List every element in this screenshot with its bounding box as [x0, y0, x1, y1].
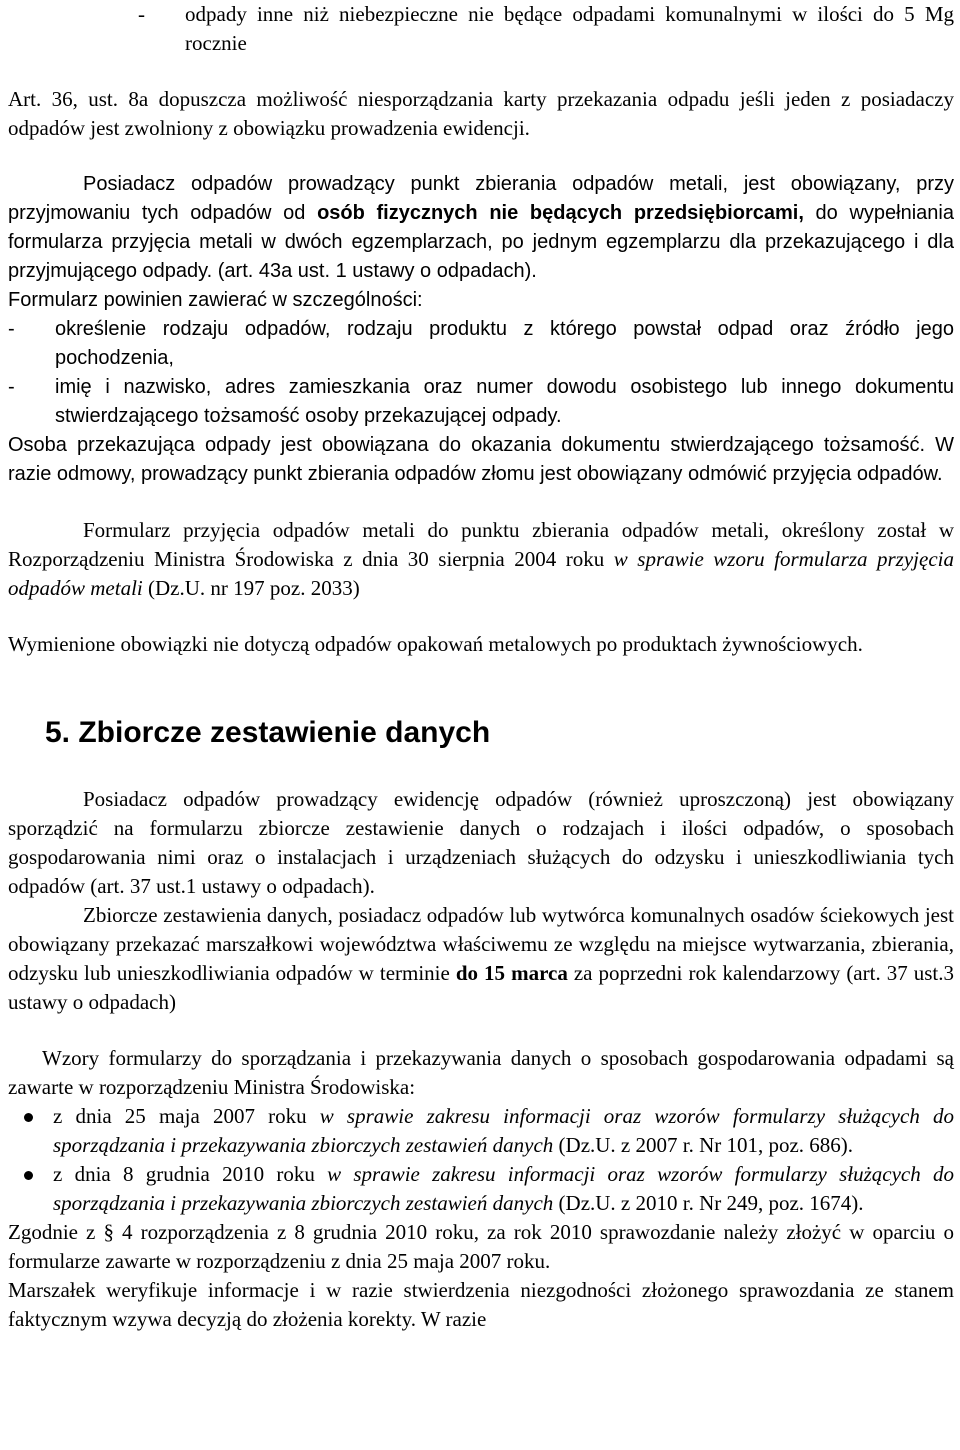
- dash-marker: -: [8, 376, 15, 398]
- paragraph-verification: Marszałek weryfikuje informacje i w razie stwierdzenia niezgodności złożonego sprawozdania ze stanem faktycznym wzywa decyzją do złożenia korekty. W razie: [8, 1278, 954, 1331]
- list-item: [8, 373, 954, 431]
- text-run-italic: w sprawie zakresu informacji oraz wzorów formularzy służących do sporządzania i przekazywania zbiorczych zestawień danych: [53, 1162, 954, 1215]
- paragraph-templates: Wzory formularzy do sporządzania i przekazywania danych o sposobach gospodarowania odpadami są zawarte w rozporządzeniu Ministra Środowiska:: [8, 1046, 954, 1099]
- text-run-italic: w sprawie wzoru formularza przyjęcia odpadów metali: [8, 547, 954, 600]
- text-run-bold: do 15 marca: [455, 961, 568, 985]
- list-item: [8, 1160, 954, 1218]
- text-run: Posiadacz odpadów prowadzący punkt zbierania odpadów metali, jest obowiązany, przy przyjmowaniu tych odpadów od: [8, 173, 954, 224]
- list-item-text: imię i nazwisko, adres zamieszkania oraz numer dowodu osobistego lub innego dokumentu stwierdzającego tożsamość osoby przekazującej odpady.: [55, 376, 954, 427]
- paragraph-metals-intro: [8, 170, 954, 286]
- paragraph-food-packaging: Wymienione obowiązki nie dotyczą odpadów opakowań metalowych po produktach żywnościowych.: [8, 632, 863, 656]
- paragraph-identity: Osoba przekazująca odpady jest obowiązana do okazania dokumentu stwierdzającego tożsamość. W razie odmowy, prowadzący punkt zbierania odpadów złomu jest obowiązany odmówić przyjęcia odpadów.: [8, 434, 954, 485]
- text-run: za poprzedni rok kalendarzowy (art. 37 ust.3 ustawy o odpadach): [8, 961, 955, 1014]
- text-run: z dnia 25 maja 2007 roku: [53, 1104, 320, 1128]
- text-run: Zbiorcze zestawienia danych, posiadacz odpadów lub wytwórca komunalnych osadów ściekowych jest obowiązany przekazać marszałkowi województwa właściwemu ze względu na miejsce wytwarzania, zbierania, odzysku lub unieszkodliwiania odpadów w terminie: [8, 903, 954, 985]
- paragraph-form-regulation: [8, 516, 954, 603]
- bullet-marker: [24, 1113, 33, 1122]
- list-item: [8, 315, 954, 373]
- text-run: z dnia 8 grudnia 2010 roku: [53, 1162, 328, 1186]
- text-run: (Dz.U. z 2007 r. Nr 101, poz. 686).: [553, 1133, 854, 1157]
- paragraph-art36: Art. 36, ust. 8a dopuszcza możliwość niesporządzania karty przekazania odpadu jeśli jeden z posiadaczy odpadów jest zwolniony z obowiązku prowadzenia ewidencji.: [8, 87, 954, 140]
- paragraph-form-contents: Formularz powinien zawierać w szczególności:: [8, 289, 423, 311]
- dash-marker: -: [8, 318, 15, 340]
- section-heading: 5. Zbiorcze zestawienie danych: [45, 716, 491, 749]
- list-item-text: odpady inne niż niebezpieczne nie będące odpadami komunalnymi w ilości do 5 Mg rocznie: [185, 2, 954, 55]
- dash-marker: -: [138, 2, 145, 26]
- document-page: [8, 0, 954, 1334]
- text-run-italic: w sprawie zakresu informacji oraz wzorów formularzy służących do sporządzania i przekazywania zbiorczych zestawień danych: [53, 1104, 954, 1157]
- paragraph-summary-obligation: Posiadacz odpadów prowadzący ewidencję odpadów (również uproszczoną) jest obowiązany sporządzić na formularzu zbiorcze zestawienie danych o rodzajach i ilości odpadów, o sposobach gospodarowania nimi oraz o instalacjach i urządzeniach służących do odzysku i unieszkodliwiania tych odpadów (art. 37 ust.1 ustawy o odpadach).: [8, 787, 954, 898]
- paragraph-paragraph4: Zgodnie z § 4 rozporządzenia z 8 grudnia 2010 roku, za rok 2010 sprawozdanie należy złożyć w oparciu o formularze zawarte w rozporządzeniu z dnia 25 maja 2007 roku.: [8, 1220, 954, 1273]
- list-item: [8, 1102, 954, 1160]
- text-run: do wypełniania formularza przyjęcia metali w dwóch egzemplarzach, po jednym egzemplarzu dla przekazującego i dla przyjmującego odpady. (art. 43a ust. 1 ustawy o odpadach).: [8, 202, 954, 282]
- list-item: [138, 0, 954, 58]
- bullet-marker: [24, 1171, 33, 1180]
- paragraph-summary-deadline: [8, 901, 954, 1017]
- text-run: Formularz przyjęcia odpadów metali do punktu zbierania odpadów metali, określony został w Rozporządzeniu Ministra Środowiska z dnia 30 sierpnia 2004 roku: [8, 518, 954, 571]
- text-run: (Dz.U. nr 197 poz. 2033): [142, 576, 360, 600]
- text-run: (Dz.U. z 2010 r. Nr 249, poz. 1674).: [553, 1191, 864, 1215]
- list-item-text: określenie rodzaju odpadów, rodzaju produktu z którego powstał odpad oraz źródło jego pochodzenia,: [55, 318, 954, 369]
- text-run-bold: osób fizycznych nie będących przedsiębiorcami,: [317, 202, 804, 224]
